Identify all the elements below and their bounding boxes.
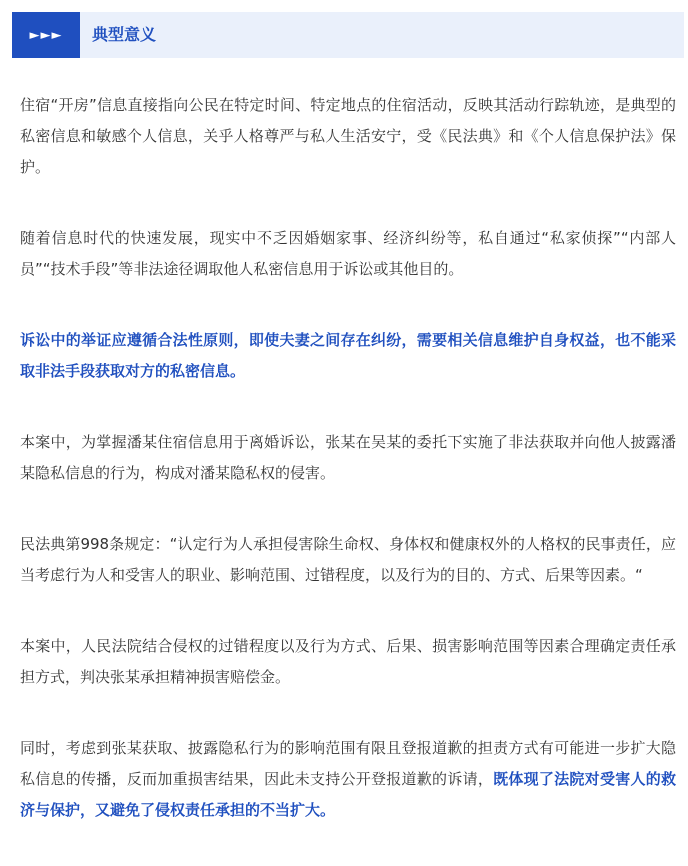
triple-arrow-icon <box>12 12 80 58</box>
paragraph-case-facts: 本案中，为掌握潘某住宿信息用于离婚诉讼，张某在吴某的委托下实施了非法获取并向他人披露潘某隐私信息的行为，构成对潘某隐私权的侵害。 <box>20 433 676 482</box>
paragraph-illegal-means: 随着信息时代的快速发展，现实中不乏因婚姻家事、经济纠纷等，私自通过“私家侦探”“内部人员”“技术手段”等非法途径调取他人私密信息用于诉讼或其他目的。 <box>20 229 676 278</box>
paragraph-legality-principle: 诉讼中的举证应遵循合法性原则，即使夫妻之间存在纠纷，需要相关信息维护自身权益，也不能采取非法手段获取对方的私密信息。 <box>20 331 676 380</box>
article-body <box>20 90 676 866</box>
apology-ruling-emphasis: 既体现了法院对受害人的救济与保护，又避免了侵权责任承担的不当扩大。 <box>20 770 676 819</box>
paragraph-court-judgment: 本案中，人民法院结合侵权的过错程度以及行为方式、后果、损害影响范围等因素合理确定责任承担方式，判决张某承担精神损害赔偿金。 <box>20 637 676 686</box>
section-header <box>12 12 684 58</box>
section-title: 典型意义 <box>92 25 157 44</box>
paragraph-civil-code-998: 民法典第998条规定：“认定行为人承担侵害除生命权、身体权和健康权外的人格权的民事责任，应当考虑行为人和受害人的职业、影响范围、过错程度，以及行为的目的、方式、后果等因素。“ <box>20 535 676 584</box>
paragraph-apology-ruling <box>20 733 676 826</box>
apology-ruling-text: 同时，考虑到张某获取、披露隐私行为的影响范围有限且登报道歉的担责方式有可能进一步扩大隐私信息的传播，反而加重损害结果，因此未支持公开登报道歉的诉请， <box>20 739 676 788</box>
header-arrows: ►►► <box>29 27 63 43</box>
paragraph-privacy-info: 住宿“开房”信息直接指向公民在特定时间、特定地点的住宿活动，反映其活动行踪轨迹，是典型的私密信息和敏感个人信息，关乎人格尊严与私人生活安宁，受《民法典》和《个人信息保护法》保护。 <box>20 96 676 176</box>
